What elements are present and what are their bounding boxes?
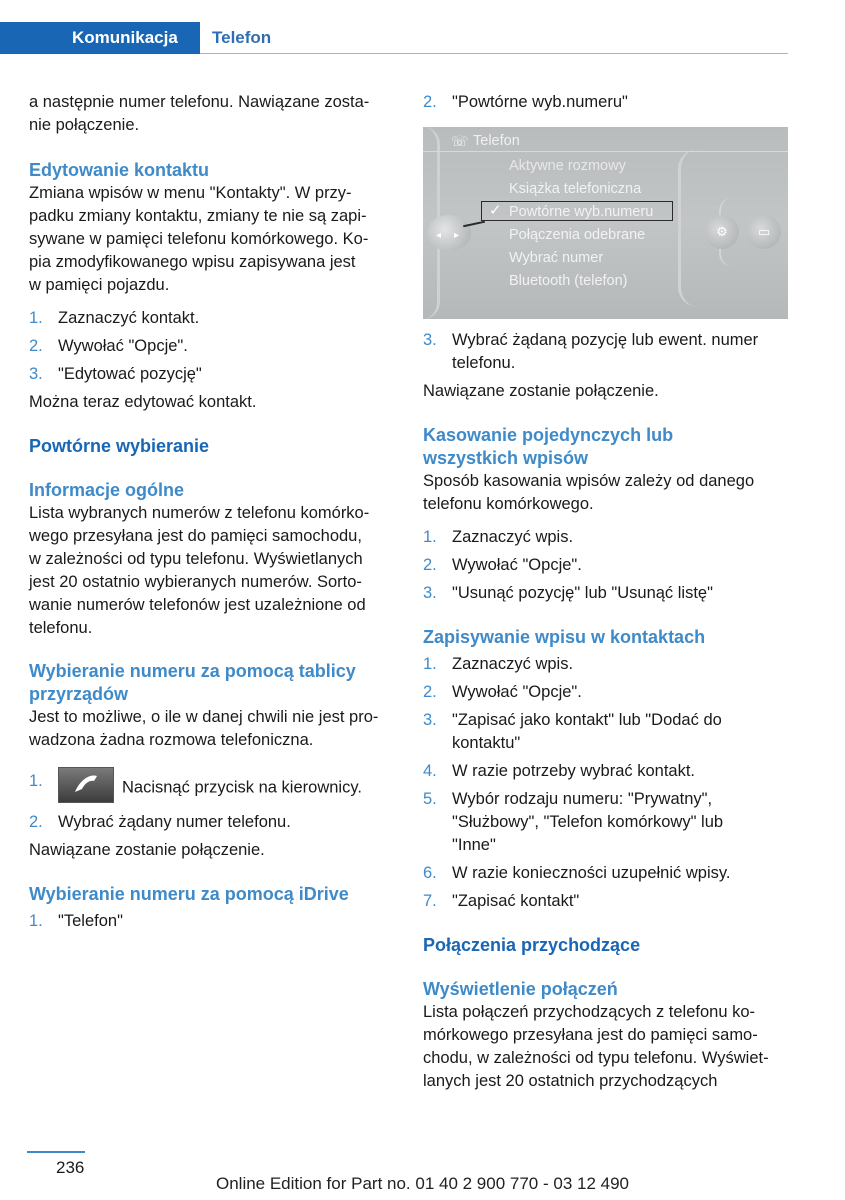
list-item: 2. Wywołać "Opcje".	[423, 683, 582, 701]
menu-item-phonebook[interactable]: Książka telefoniczna	[509, 181, 642, 197]
list-item: 5. Wybór rodzaju numeru: "Prywatny", "Służbowy", "Telefon komórkowy" lub "Inne"	[423, 790, 724, 854]
list-item: 2. Wybrać żądany numer telefonu.	[29, 813, 291, 831]
list-item: 4. W razie potrzeby wybrać kontakt.	[423, 762, 696, 780]
delete-text: Sposób kasowania wpisów zależy od danego telefonu komórkowego.	[423, 472, 755, 513]
header-rule	[200, 53, 788, 54]
chapter-title: Komunikacja	[72, 28, 178, 47]
idrive-screen	[423, 127, 788, 319]
menu-item-active-calls[interactable]: Aktywne rozmowy	[509, 158, 626, 174]
menu-item-dial-number[interactable]: Wybrać numer	[509, 250, 604, 266]
controller-icon: ◂ ▸	[427, 215, 471, 251]
display-calls-heading: Wyświetlenie połączeń	[423, 979, 618, 999]
screen-title: Telefon	[473, 133, 520, 149]
idrive-dial-heading: Wybieranie numeru za pomocą iDrive	[29, 884, 349, 904]
delete-heading: Kasowanie pojedynczych lub wszystkich wpisów	[423, 425, 674, 468]
after-step3-text: Nawiązane zostanie połączenie.	[423, 382, 659, 400]
save-heading: Zapisywanie wpisu w kontaktach	[423, 627, 706, 647]
menu-item-redial[interactable]: Powtórne wyb.numeru	[509, 204, 654, 220]
section-title: Telefon	[212, 28, 272, 47]
right-column	[423, 91, 790, 1093]
edit-after-text: Można teraz edytować kontakt.	[29, 393, 257, 411]
list-item: 3. "Usunąć pozycję" lub "Usunąć listę"	[423, 584, 713, 602]
list-item: 2. Wywołać "Opcje".	[423, 556, 582, 574]
list-item: 3. "Edytować pozycję"	[29, 365, 202, 383]
list-item: 1. Nacisnąć przycisk na kierownicy.	[29, 770, 394, 806]
screen-menu	[509, 155, 653, 293]
voice-icon[interactable]: ⚙	[705, 215, 739, 249]
list-item: 3. "Zapisać jako kontakt" lub "Dodać do kontaktu"	[423, 711, 722, 752]
redial-heading: Powtórne wybieranie	[29, 436, 210, 456]
general-info-heading: Informacje ogólne	[29, 480, 185, 500]
incoming-heading: Połączenia przychodzące	[423, 935, 641, 955]
checkmark-icon: ✓	[489, 202, 502, 219]
edit-contact-heading: Edytowanie kontaktu	[29, 160, 210, 180]
phone-icon: ☏	[451, 133, 469, 149]
menu-item-bluetooth[interactable]: Bluetooth (telefon)	[509, 273, 628, 289]
selection-frame	[481, 201, 673, 221]
page-number: 236	[56, 1158, 85, 1177]
panel-dial-heading: Wybieranie numeru za pomocą tablicy przyrządów	[29, 661, 356, 704]
scroll-arc	[678, 149, 701, 307]
panel-dial-text: Jest to możliwe, o ile w danej chwili nie jest pro- wadzona żadna rozmowa telefoniczna.	[29, 708, 379, 749]
intro-text: a następnie numer telefonu. Nawiązane zosta- nie połączenie.	[29, 93, 370, 134]
display-calls-text: Lista połączeń przychodzących z telefonu ko- mórkowego przesyłana jest do pamięci samo- chodu, w zależności od typu telefonu. Wyświet- lanych jest 20 ostatnich przychodzących	[423, 1003, 769, 1090]
phone-button-icon	[58, 767, 114, 803]
list-item: 7. "Zapisać kontakt"	[423, 892, 580, 910]
list-item: 2. "Powtórne wyb.numeru"	[423, 93, 628, 111]
options-icon[interactable]: ▭	[747, 215, 781, 249]
edit-contact-text: Zmiana wpisów w menu "Kontakty". W przy- padku zmiany kontaktu, zmiany te nie są zapi- sywane w pamięci telefonu komórkowego. Ko- pia zmodyfikowanego wpisu zapisywana jest w pamięci pojazdu.	[29, 184, 369, 294]
edition-footer: Online Edition for Part no. 01 40 2 900 770 - 03 12 490	[215, 1174, 629, 1193]
footer-rule	[27, 1151, 85, 1153]
list-item: 2. Wywołać "Opcje".	[29, 337, 188, 355]
list-item: 3. Wybrać żądaną pozycję lub ewent. numer telefonu.	[423, 331, 759, 372]
menu-item-received-calls[interactable]: Połączenia odebrane	[509, 227, 646, 243]
panel-after-text: Nawiązane zostanie połączenie.	[29, 841, 265, 859]
list-item: 6. W razie konieczności uzupełnić wpisy.	[423, 864, 731, 882]
list-item: 1. Zaznaczyć wpis.	[423, 655, 574, 673]
list-item: 1. "Telefon"	[29, 912, 123, 930]
list-item: 1. Zaznaczyć wpis.	[423, 528, 574, 546]
list-item: 1. Zaznaczyć kontakt.	[29, 309, 200, 327]
general-info-text: Lista wybranych numerów z telefonu komórko- wego przesyłana jest do pamięci samochodu, w zależności od typu telefonu. Wyświetlanych jest 20 ostatnio wybieranych numerów. Sorto- wanie numerów telefonów jest uzależnione od telefonu.	[29, 504, 370, 637]
left-column	[29, 91, 394, 933]
screen-divider	[423, 151, 788, 152]
